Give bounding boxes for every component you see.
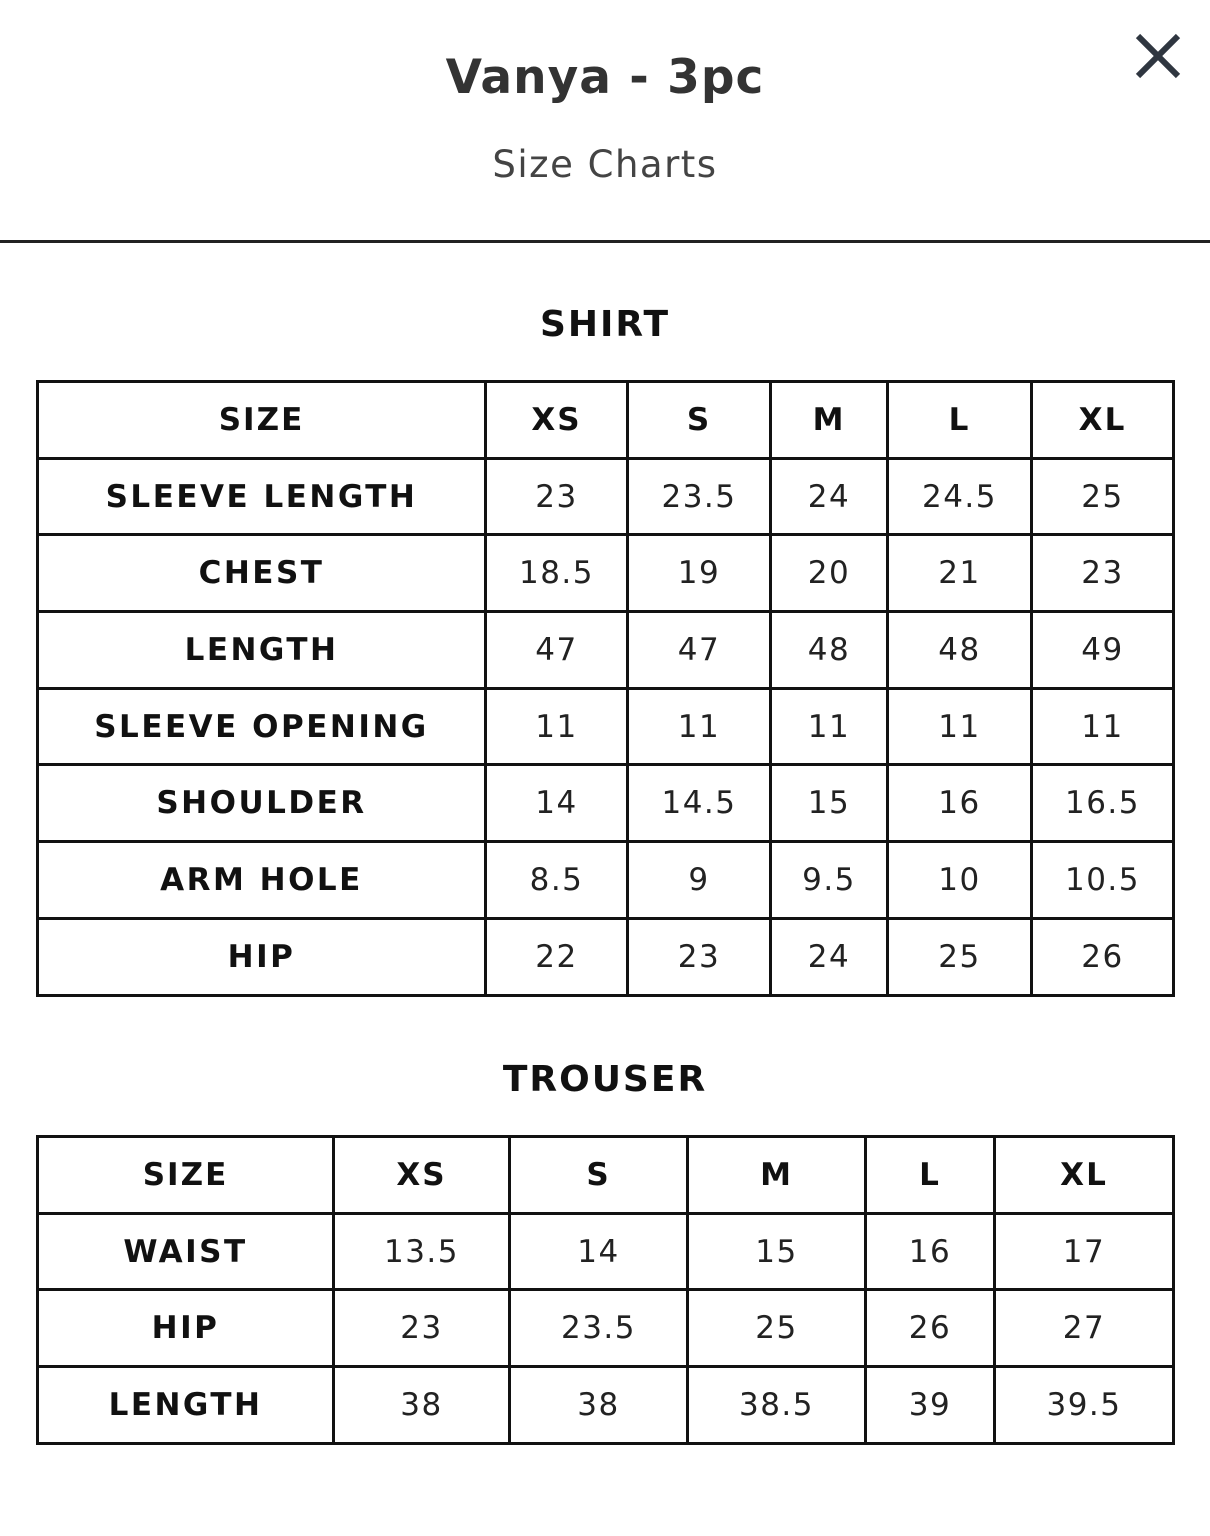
row-label: SHOULDER [38, 765, 486, 842]
column-header: S [510, 1137, 688, 1214]
measurement-cell: 25 [688, 1290, 866, 1367]
measurement-cell: 11 [888, 688, 1032, 765]
column-header: XS [334, 1137, 510, 1214]
row-label: SLEEVE OPENING [38, 688, 486, 765]
measurement-cell: 39.5 [995, 1367, 1174, 1444]
page-subtitle: Size Charts [492, 143, 718, 186]
page-title: Vanya - 3pc [445, 50, 765, 105]
measurement-cell: 16.5 [1032, 765, 1174, 842]
measurement-cell: 38 [334, 1367, 510, 1444]
measurement-cell: 20 [771, 535, 888, 612]
measurement-cell: 24.5 [888, 458, 1032, 535]
column-header: SIZE [38, 1137, 334, 1214]
row-label: LENGTH [38, 1367, 334, 1444]
trouser-section-title: TROUSER [502, 1059, 708, 1100]
measurement-cell: 25 [888, 918, 1032, 995]
measurement-cell: 17 [995, 1213, 1174, 1290]
measurement-cell: 23.5 [628, 458, 771, 535]
measurement-cell: 11 [1032, 688, 1174, 765]
table-row [38, 1213, 1174, 1290]
column-header: M [688, 1137, 866, 1214]
measurement-cell: 14.5 [628, 765, 771, 842]
measurement-cell: 19 [628, 535, 771, 612]
measurement-cell: 22 [486, 918, 628, 995]
measurement-cell: 47 [628, 612, 771, 689]
table-row [38, 1367, 1174, 1444]
measurement-cell: 11 [628, 688, 771, 765]
measurement-cell: 18.5 [486, 535, 628, 612]
measurement-cell: 23 [486, 458, 628, 535]
table-row [38, 612, 1174, 689]
row-label: HIP [38, 1290, 334, 1367]
measurement-cell: 24 [771, 918, 888, 995]
row-label: ARM HOLE [38, 842, 486, 919]
column-header: XL [995, 1137, 1174, 1214]
measurement-cell: 49 [1032, 612, 1174, 689]
measurement-cell: 25 [1032, 458, 1174, 535]
shirt-section-title: SHIRT [539, 304, 671, 345]
measurement-cell: 24 [771, 458, 888, 535]
column-header: M [771, 382, 888, 459]
measurement-cell: 47 [486, 612, 628, 689]
measurement-cell: 38.5 [688, 1367, 866, 1444]
trouser-size-table [36, 1135, 1175, 1445]
column-header: XS [486, 382, 628, 459]
row-label: CHEST [38, 535, 486, 612]
column-header: L [888, 382, 1032, 459]
measurement-cell: 23 [628, 918, 771, 995]
table-row [38, 842, 1174, 919]
column-header: S [628, 382, 771, 459]
measurement-cell: 26 [866, 1290, 995, 1367]
close-icon [1132, 30, 1184, 82]
column-header: L [866, 1137, 995, 1214]
measurement-cell: 16 [866, 1213, 995, 1290]
measurement-cell: 9.5 [771, 842, 888, 919]
measurement-cell: 8.5 [486, 842, 628, 919]
row-label: HIP [38, 918, 486, 995]
measurement-cell: 48 [771, 612, 888, 689]
measurement-cell: 10.5 [1032, 842, 1174, 919]
measurement-cell: 38 [510, 1367, 688, 1444]
table-row [38, 688, 1174, 765]
measurement-cell: 14 [510, 1213, 688, 1290]
measurement-cell: 15 [771, 765, 888, 842]
measurement-cell: 26 [1032, 918, 1174, 995]
modal-header [0, 0, 1210, 243]
table-row [38, 1290, 1174, 1367]
measurement-cell: 21 [888, 535, 1032, 612]
shirt-size-table [36, 380, 1175, 997]
measurement-cell: 13.5 [334, 1213, 510, 1290]
measurement-cell: 10 [888, 842, 1032, 919]
measurement-cell: 9 [628, 842, 771, 919]
column-header: XL [1032, 382, 1174, 459]
close-button[interactable] [1132, 30, 1184, 82]
row-label: LENGTH [38, 612, 486, 689]
measurement-cell: 15 [688, 1213, 866, 1290]
table-row [38, 918, 1174, 995]
table-row [38, 458, 1174, 535]
measurement-cell: 39 [866, 1367, 995, 1444]
measurement-cell: 23.5 [510, 1290, 688, 1367]
measurement-cell: 11 [486, 688, 628, 765]
measurement-cell: 14 [486, 765, 628, 842]
measurement-cell: 23 [334, 1290, 510, 1367]
measurement-cell: 23 [1032, 535, 1174, 612]
measurement-cell: 48 [888, 612, 1032, 689]
table-row [38, 535, 1174, 612]
table-header-row [38, 1137, 1174, 1214]
column-header: SIZE [38, 382, 486, 459]
row-label: SLEEVE LENGTH [38, 458, 486, 535]
row-label: WAIST [38, 1213, 334, 1290]
measurement-cell: 16 [888, 765, 1032, 842]
table-header-row [38, 382, 1174, 459]
measurement-cell: 11 [771, 688, 888, 765]
measurement-cell: 27 [995, 1290, 1174, 1367]
table-row [38, 765, 1174, 842]
